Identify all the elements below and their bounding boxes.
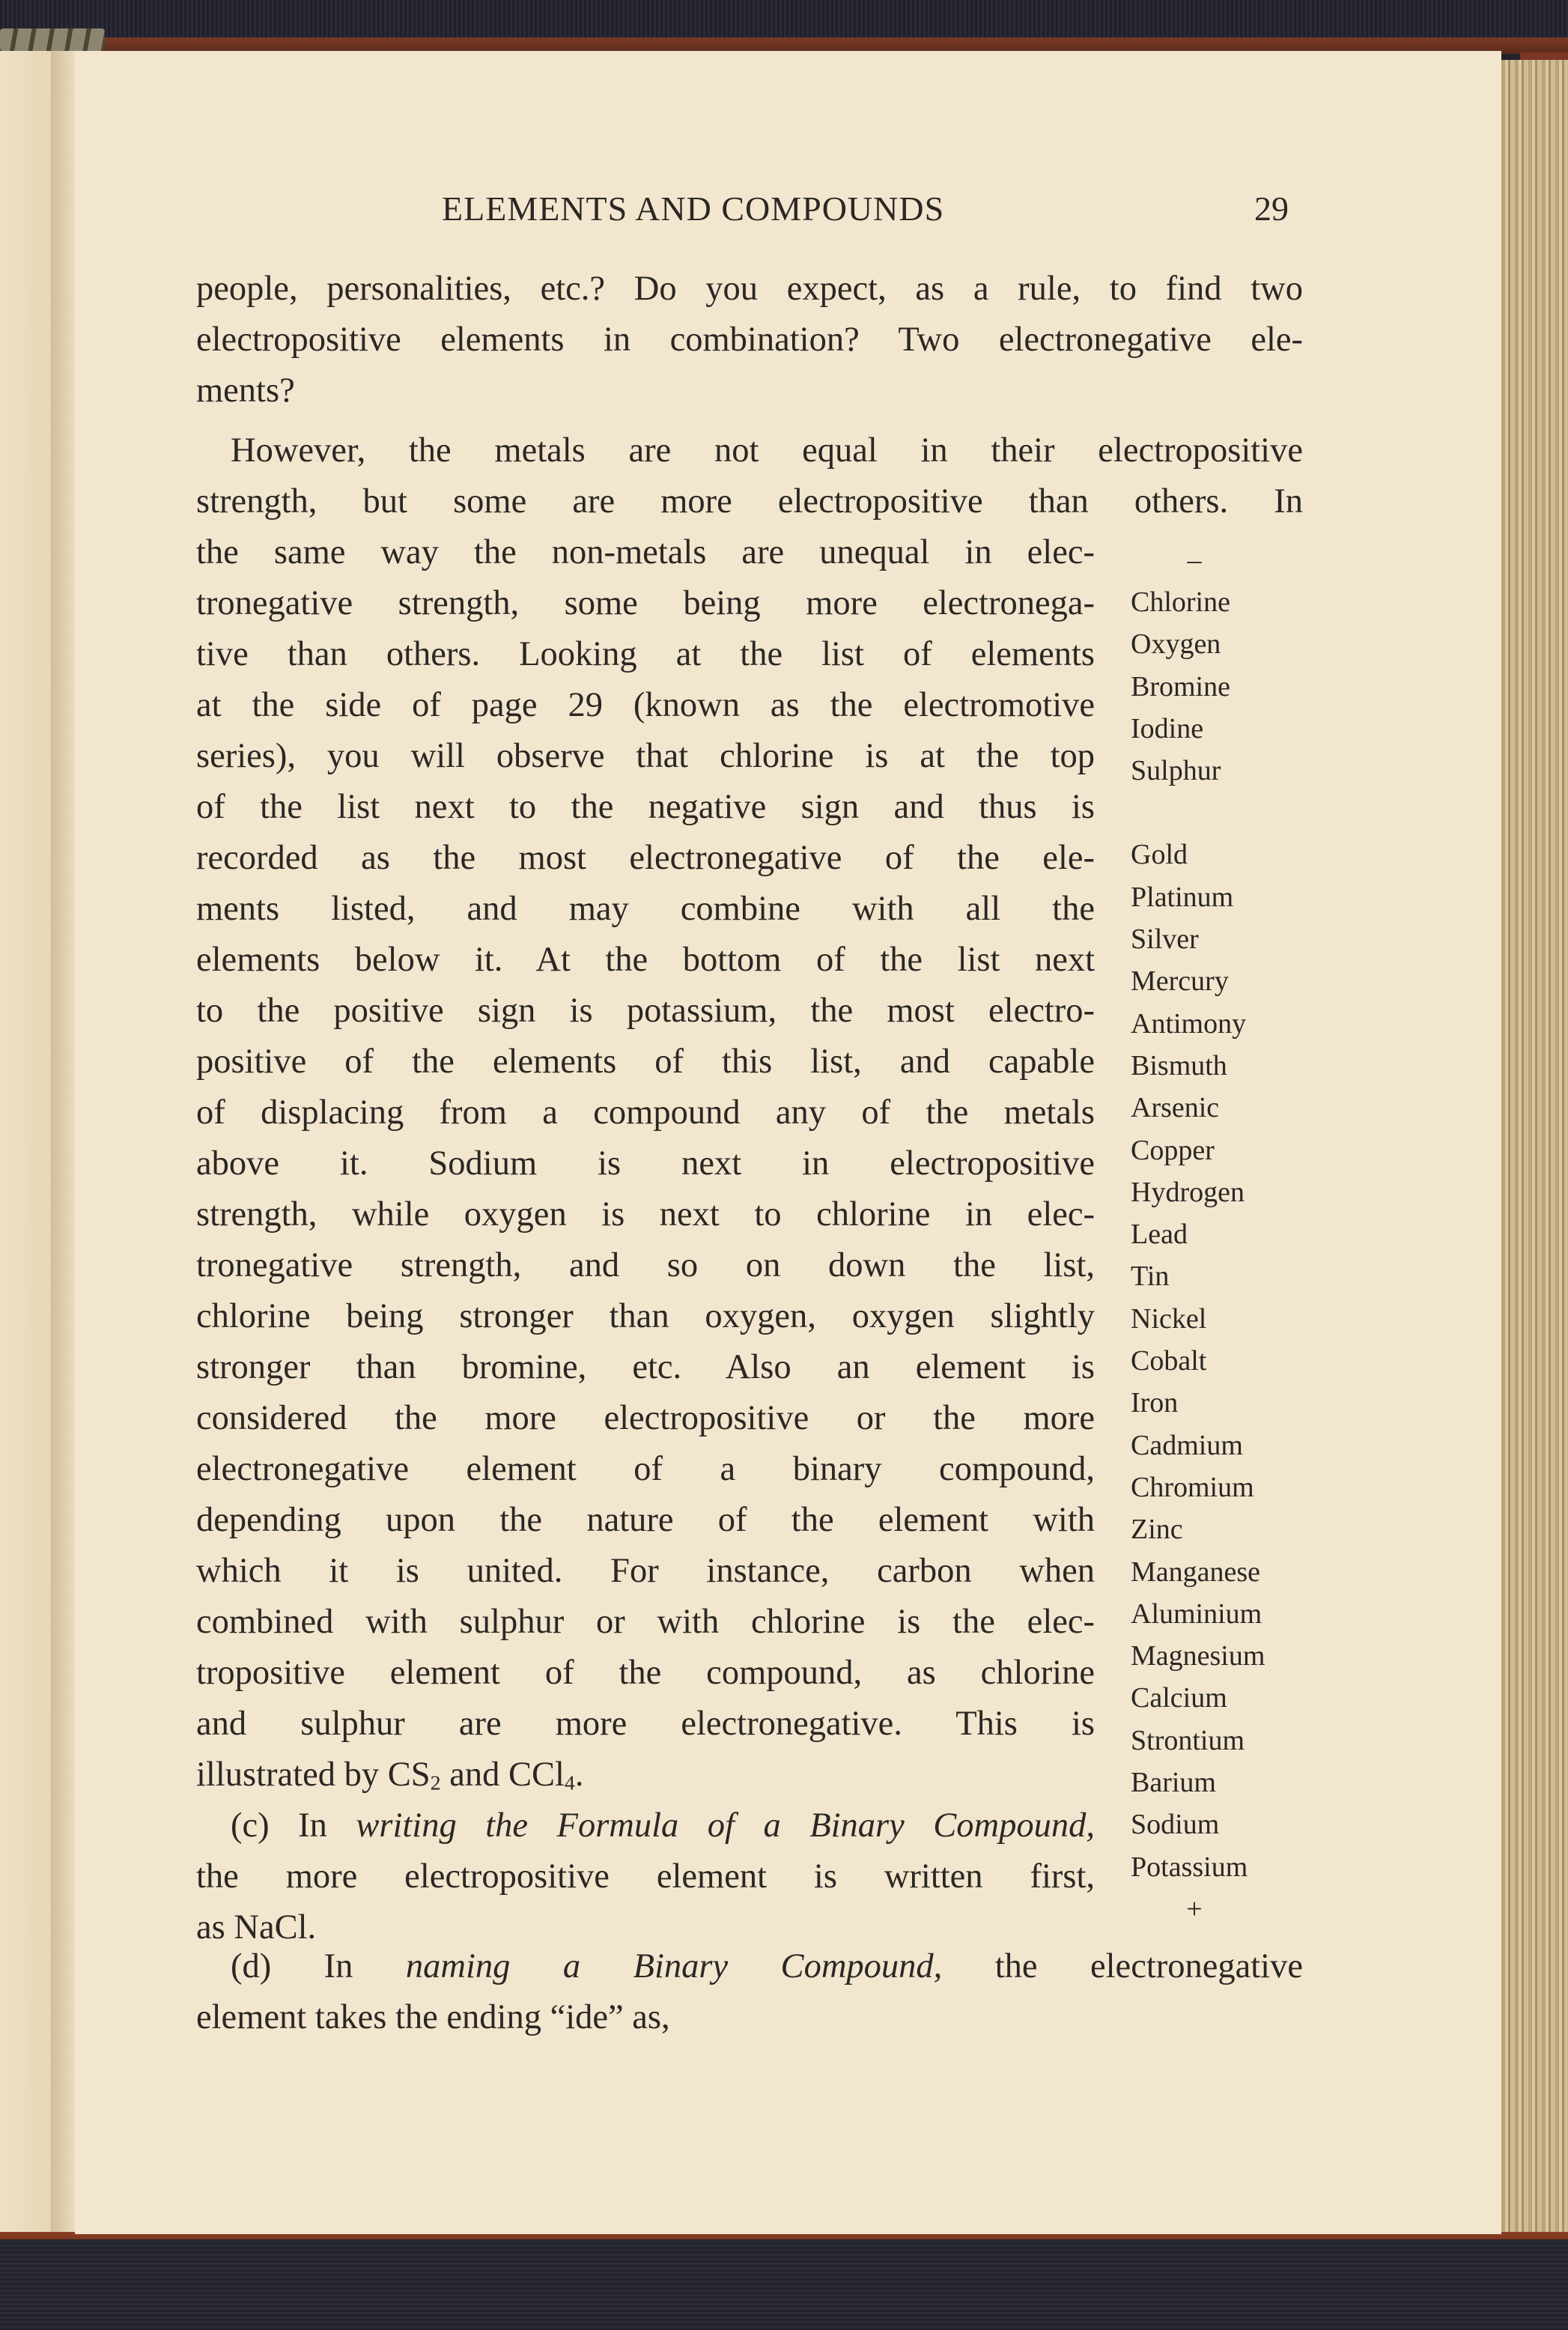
series-item: Chromium [1131, 1471, 1254, 1503]
paragraph-c-line [196, 1800, 1095, 1851]
text-line: as NaCl. [196, 1908, 317, 1947]
series-item: Barium [1131, 1767, 1216, 1799]
text-fragment: . [574, 1756, 584, 1794]
series-item: Sodium [1131, 1809, 1220, 1841]
series-item: Potassium [1131, 1851, 1248, 1883]
running-head: ELEMENTS AND COMPOUNDS [442, 189, 945, 228]
series-item: Calcium [1131, 1682, 1227, 1714]
series-item: Silver [1131, 923, 1199, 956]
series-item: Iodine [1131, 712, 1204, 744]
text-line: recorded as the most electronegative of the ele- [196, 839, 1095, 877]
text-line: tropositive element of the compound, as chlorine [196, 1654, 1095, 1692]
negative-sign: – [1187, 544, 1202, 576]
formula-ccl4: CCl [508, 1756, 565, 1794]
series-item: Bismuth [1131, 1049, 1227, 1081]
paragraph-d-line [196, 1941, 1303, 1992]
paragraph-electromotive-discussion [196, 527, 1095, 1953]
series-item: Nickel [1131, 1302, 1207, 1335]
text-line: depending upon the nature of the element with [196, 1501, 1095, 1539]
series-item: Arsenic [1131, 1092, 1220, 1124]
text-line: stronger than bromine, etc. Also an element is [196, 1348, 1095, 1386]
para-c-italic: writing the Formula of a Binary Compound, [356, 1806, 1096, 1845]
text-line: tive than others. Looking at the list of elements [196, 635, 1095, 673]
series-item: Bromine [1131, 670, 1230, 703]
text-line: electropositive elements in combination? Two electronegative ele- [196, 321, 1303, 359]
series-item: Oxygen [1131, 628, 1221, 661]
text-line: element takes the ending “ide” as, [196, 1998, 670, 2036]
series-item: Sulphur [1131, 755, 1221, 787]
series-item: Mercury [1131, 965, 1229, 998]
series-item: Aluminium [1131, 1598, 1262, 1630]
text-line: elements below it. At the bottom of the list next [196, 941, 1095, 979]
formula-cs2: CS [387, 1756, 431, 1794]
series-item: Iron [1131, 1387, 1179, 1419]
series-gap [1131, 792, 1265, 834]
text-line: tronegative strength, and so on down the list, [196, 1246, 1095, 1284]
series-item: Zinc [1131, 1514, 1183, 1546]
series-item: Hydrogen [1131, 1176, 1245, 1208]
series-item: Manganese [1131, 1556, 1261, 1588]
text-line: combined with sulphur or with chlorine is the elec- [196, 1603, 1095, 1641]
series-item: Tin [1131, 1260, 1170, 1293]
series-item: Magnesium [1131, 1640, 1265, 1672]
text-line: series), you will observe that chlorine is at the top [196, 737, 1095, 775]
para-d-label: (d) In [231, 1947, 406, 1985]
text-line: However, the metals are not equal in their electropositive [231, 431, 1303, 470]
text-line: of the list next to the negative sign and thus is [196, 788, 1095, 826]
text-line: strength, while oxygen is next to chlorine in elec- [196, 1195, 1095, 1234]
text-line: above it. Sodium is next in electropositive [196, 1144, 1095, 1183]
series-item: Cobalt [1131, 1345, 1207, 1377]
page-fore-edge [1501, 60, 1568, 2232]
page-number: 29 [1254, 189, 1289, 228]
text-line: at the side of page 29 (known as the electromotive [196, 686, 1095, 724]
series-item: Chlorine [1131, 586, 1230, 618]
para-d-italic: naming a Binary Compound, [405, 1947, 943, 1985]
formula-line [196, 1750, 1095, 1800]
positive-sign: + [1186, 1893, 1203, 1925]
paragraph-questions [196, 264, 1303, 416]
text-fragment: illustrated by [196, 1756, 388, 1794]
text-line: which it is united. For instance, carbon when [196, 1552, 1095, 1590]
text-line: the same way the non-metals are unequal in elec- [196, 533, 1095, 571]
text-line: ments listed, and may combine with all the [196, 890, 1095, 928]
text-fragment: the electronegative [942, 1947, 1303, 1985]
text-line: the more electropositive element is written first, [196, 1857, 1095, 1896]
series-item: Gold [1131, 839, 1188, 871]
series-item: Lead [1131, 1219, 1188, 1251]
electromotive-series-list [1131, 539, 1265, 1930]
paragraph-electropositive-strength [196, 425, 1303, 527]
previous-page-edge [0, 51, 52, 2232]
subscript: 2 [430, 1771, 441, 1795]
series-item: Copper [1131, 1134, 1215, 1166]
text-line: considered the more electropositive or the more [196, 1399, 1095, 1437]
text-line: of displacing from a compound any of the metals [196, 1093, 1095, 1132]
text-line: and sulphur are more electronegative. This is [196, 1705, 1095, 1743]
book-cover-cloth-bottom [0, 2239, 1568, 2330]
text-fragment: and [440, 1756, 508, 1794]
subscript: 4 [564, 1771, 575, 1795]
text-line: strength, but some are more electropositive than others. In [196, 482, 1303, 521]
series-item: Platinum [1131, 881, 1234, 913]
spine-stitching [0, 28, 105, 51]
para-c-label: (c) In [231, 1806, 356, 1845]
series-item: Strontium [1131, 1724, 1245, 1756]
series-item: Antimony [1131, 1007, 1247, 1040]
text-line: chlorine being stronger than oxygen, oxygen slightly [196, 1297, 1095, 1335]
text-line: ments? [196, 371, 295, 410]
paragraph-d [196, 1941, 1303, 2043]
text-line: electronegative element of a binary compound, [196, 1450, 1095, 1488]
text-line: tronegative strength, some being more electronega- [196, 584, 1095, 622]
text-line: people, personalities, etc.? Do you expect, as a rule, to find two [196, 270, 1303, 308]
series-item: Cadmium [1131, 1429, 1243, 1461]
text-line: positive of the elements of this list, and capable [196, 1043, 1095, 1081]
text-line: to the positive sign is potassium, the most electro- [196, 992, 1095, 1030]
